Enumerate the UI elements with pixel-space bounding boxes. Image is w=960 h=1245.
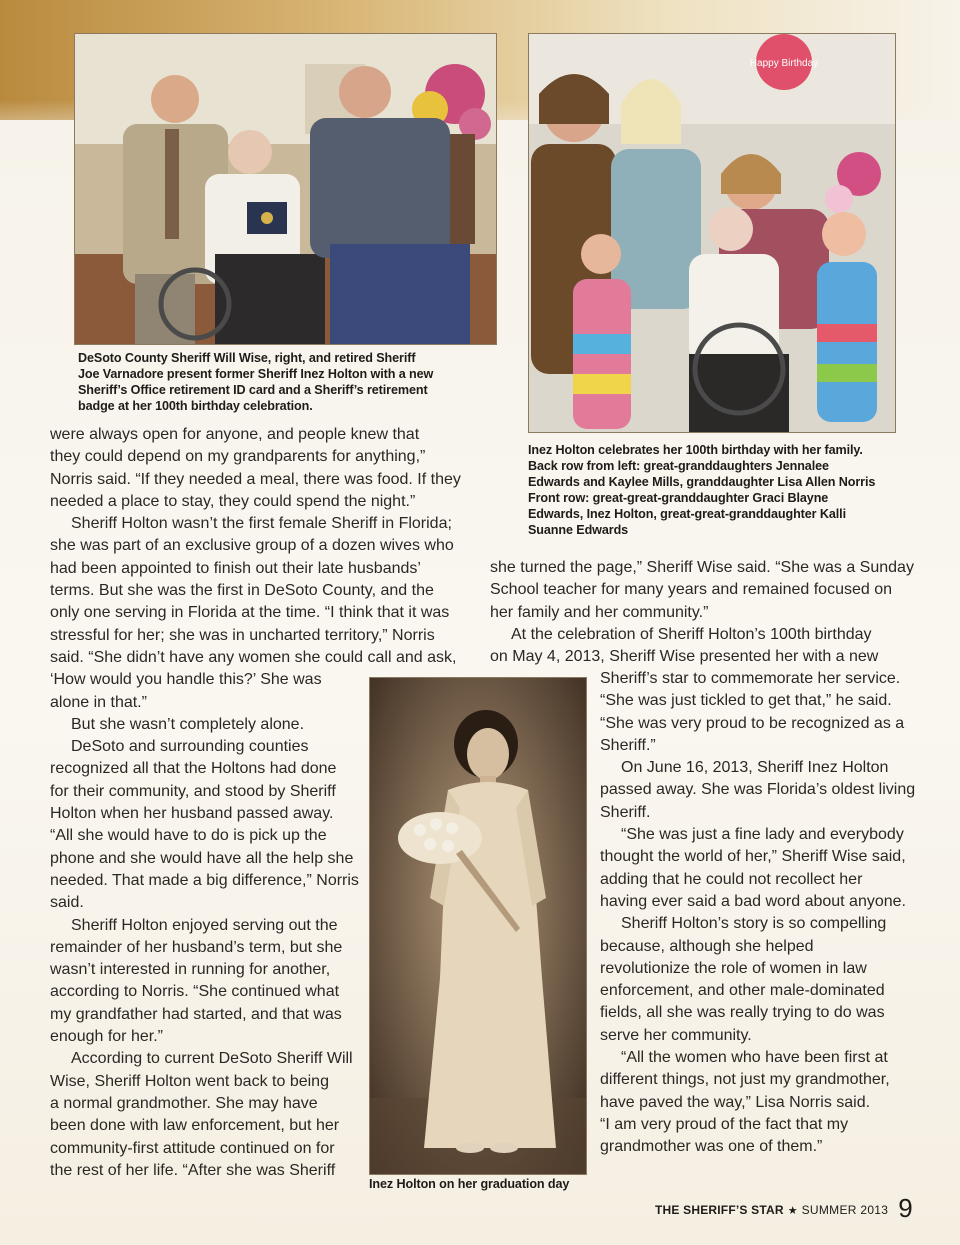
- text-line: But she wasn’t completely alone.: [71, 715, 305, 733]
- article-column-left: [50, 424, 470, 1182]
- text-line: fields, all she was really trying to do was: [600, 1004, 885, 1022]
- photo-family-birthday: [528, 33, 896, 433]
- text-line: alone in that.”: [50, 693, 147, 711]
- caption-line: badge at her 100th birthday celebration.: [78, 399, 313, 413]
- article-column-right-top: [490, 557, 920, 668]
- text-line: thought the world of her,” Sheriff Wise said,: [600, 848, 906, 866]
- text-line: serve her community.: [600, 1026, 752, 1044]
- text-line: On June 16, 2013, Sheriff Inez Holton: [621, 759, 889, 777]
- text-line: only one serving in Florida at the time. “I think that it was: [50, 604, 450, 622]
- text-line: grandmother was one of them.”: [600, 1138, 823, 1156]
- text-line: Holton when her husband passed away.: [50, 805, 334, 823]
- text-line: were always open for anyone, and people knew that: [50, 426, 420, 443]
- article-column-right: [600, 668, 930, 1159]
- text-line: “I am very proud of the fact that my: [600, 1115, 849, 1133]
- text-line: had been appointed to finish out their late husbands’: [50, 559, 421, 577]
- caption-line: Edwards and Kaylee Mills, granddaughter Lisa Allen Norris: [528, 475, 876, 489]
- text-line: needed. That made a big difference,” Norris: [50, 871, 359, 889]
- text-line: School teacher for many years and remained focused on: [490, 581, 893, 599]
- text-line: her family and her community.”: [490, 603, 709, 621]
- text-line: “She was just a fine lady and everybody: [621, 826, 904, 844]
- text-line: different things, not just my grandmother,: [600, 1071, 890, 1089]
- text-line: according to Norris. “She continued what: [50, 983, 340, 1001]
- text-line: my grandfather had started, and that was: [50, 1005, 342, 1023]
- text-line: At the celebration of Sheriff Holton’s 100th birthday: [511, 625, 872, 643]
- text-line: have paved the way,” Lisa Norris said.: [600, 1093, 871, 1111]
- page-footer: [655, 1190, 913, 1223]
- text-line: Sheriff Holton wasn’t the first female Sheriff in Florida;: [71, 515, 452, 533]
- text-line: said. “She didn’t have any women she could call and ask,: [50, 648, 457, 666]
- caption-line: DeSoto County Sheriff Will Wise, right, and retired Sheriff: [78, 351, 416, 365]
- text-line: they could depend on my grandparents for anything,”: [50, 448, 426, 466]
- text-line: enough for her.”: [50, 1028, 163, 1046]
- page-number: 9: [898, 1193, 913, 1223]
- text-line: needed a place to stay, they could spend the night.”: [50, 492, 416, 510]
- caption-line: Inez Holton on her graduation day: [369, 1177, 570, 1191]
- caption-line: Edwards, Inez Holton, great-great-granddaughter Kalli: [528, 507, 846, 521]
- text-line: Wise, Sheriff Holton went back to being: [50, 1072, 329, 1090]
- text-line: ‘How would you handle this?’ She was: [50, 671, 322, 689]
- text-line: wasn’t interested in running for another,: [50, 961, 331, 979]
- caption-line: Joe Varnadore present former Sheriff Inez Holton with a new: [78, 367, 434, 381]
- text-line: for their community, and stood by Sheriff: [50, 782, 336, 800]
- text-line: Sheriff Holton enjoyed serving out the: [71, 916, 338, 934]
- caption-line: Back row from left: great-granddaughters Jennalee: [528, 459, 829, 473]
- text-line: Sheriff Holton’s story is so compelling: [621, 915, 887, 933]
- text-line: she turned the page,” Sheriff Wise said. “She was a Sunday: [490, 559, 914, 576]
- publication-name: THE SHERIFF’S STAR: [655, 1203, 784, 1217]
- text-line: adding that he could not recollect her: [600, 870, 863, 888]
- star-icon: ★: [787, 1205, 798, 1217]
- text-line: a normal grandmother. She may have: [50, 1094, 318, 1112]
- text-line: revolutionize the role of women in law: [600, 959, 867, 977]
- text-line: terms. But she was the first in DeSoto County, and the: [50, 582, 434, 600]
- text-line: said.: [50, 894, 84, 912]
- caption-line: Front row: great-great-granddaughter Graci Blayne: [528, 491, 829, 505]
- text-line: Sheriff.: [600, 803, 651, 821]
- text-line: DeSoto and surrounding counties: [71, 738, 309, 756]
- issue-label: SUMMER 2013: [801, 1203, 889, 1217]
- text-line: “She was just tickled to get that,” he said.: [600, 692, 892, 710]
- caption-line: Suanne Edwards: [528, 523, 629, 537]
- text-line: “All the women who have been first at: [621, 1049, 888, 1067]
- text-line: having ever said a bad word about anyone.: [600, 892, 906, 910]
- text-line: Sheriff.”: [600, 736, 656, 754]
- text-line: “She was very proud to be recognized as a: [600, 714, 905, 732]
- text-line: Sheriff’s star to commemorate her service.: [600, 670, 901, 687]
- text-line: Norris said. “If they needed a meal, there was food. If they: [50, 470, 461, 488]
- photo-sheriffs-presenting-badge: [74, 33, 497, 345]
- text-line: remainder of her husband’s term, but she: [50, 938, 343, 956]
- text-line: been done with law enforcement, but her: [50, 1117, 340, 1135]
- text-line: the rest of her life. “After she was Sheriff: [50, 1161, 336, 1179]
- text-line: recognized all that the Holtons had done: [50, 760, 337, 778]
- text-line: she was part of an exclusive group of a dozen wives who: [50, 537, 454, 555]
- text-line: passed away. She was Florida’s oldest living: [600, 781, 916, 799]
- photo2-caption: [528, 442, 903, 538]
- balloon-text: Happy Birthday: [749, 58, 819, 69]
- text-line: According to current DeSoto Sheriff Will: [71, 1050, 353, 1068]
- caption-line: Inez Holton celebrates her 100th birthday with her family.: [528, 443, 863, 457]
- caption-line: Sheriff’s Office retirement ID card and a Sheriff’s retirement: [78, 383, 428, 397]
- text-line: enforcement, and other male-dominated: [600, 982, 885, 1000]
- text-line: “All she would have to do is pick up the: [50, 827, 327, 845]
- photo1-caption: [78, 350, 478, 414]
- text-line: phone and she would have all the help she: [50, 849, 354, 867]
- text-line: stressful for her; she was in uncharted territory,” Norris: [50, 626, 435, 644]
- text-line: community-first attitude continued on for: [50, 1139, 335, 1157]
- text-line: on May 4, 2013, Sheriff Wise presented her with a new: [490, 648, 879, 666]
- text-line: because, although she helped: [600, 937, 814, 955]
